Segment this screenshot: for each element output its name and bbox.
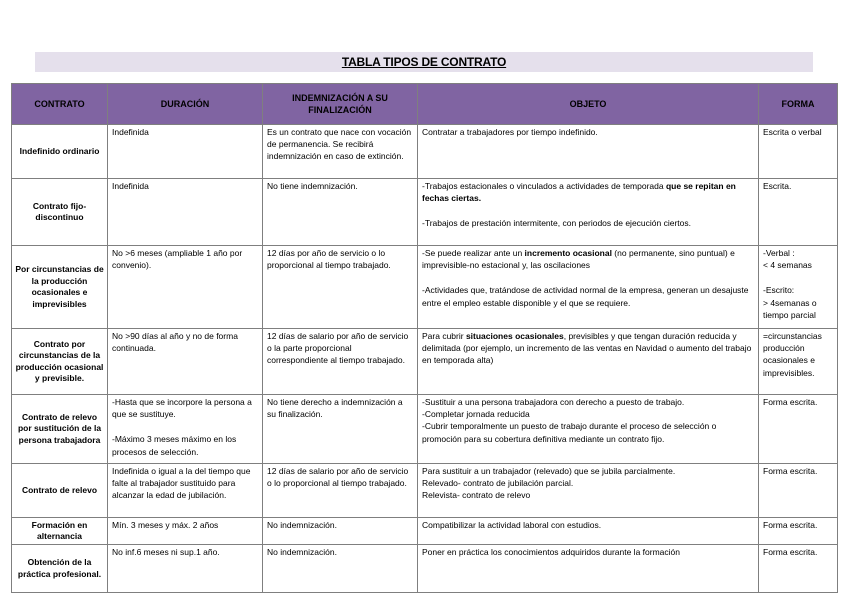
cell-duracion: No >6 meses (ampliable 1 año por convenio). — [108, 246, 263, 329]
objeto-text: -Completar jornada reducida — [422, 409, 530, 420]
forma-text: -Verbal : — [763, 248, 795, 258]
cell-forma: Escrita. — [759, 179, 838, 246]
objeto-text: Relevado- contrato de jubilación parcial. — [422, 478, 574, 489]
title-bar — [35, 52, 813, 72]
duracion-text: -Hasta que se incorpore la persona a que se sustituye. — [112, 397, 252, 420]
cell-forma: Forma escrita. — [759, 395, 838, 464]
cell-indemnizacion: 12 días de salario por año de servicio o la parte proporcional correspondiente al tiempo trabajado. — [263, 329, 418, 395]
objeto-text: -Cubrir temporalmente un puesto de trabajo durante el proceso de selección o promoción para su cobertura definitiva mediante un contrato fijo. — [422, 421, 717, 444]
cell-duracion: No >90 días al año y no de forma continuada. — [108, 329, 263, 395]
cell-indemnizacion: 12 días por año de servicio o lo proporcional al tiempo trabajado. — [263, 246, 418, 329]
objeto-text: Para cubrir — [422, 331, 466, 341]
header-contrato: CONTRATO — [12, 84, 108, 125]
objeto-text: -Trabajos estacionales o vinculados a actividades de temporada — [422, 181, 666, 191]
cell-contrato: Contrato de relevo por sustitución de la persona trabajadora — [12, 395, 108, 464]
header-objeto: OBJETO — [418, 84, 759, 125]
cell-indemnizacion: No indemnización. — [263, 545, 418, 593]
cell-contrato: Contrato fijo-discontinuo — [12, 179, 108, 246]
cell-objeto — [418, 179, 759, 246]
table-row — [12, 464, 838, 518]
cell-contrato: Contrato por circunstancias de la producción ocasional y previsible. — [12, 329, 108, 395]
cell-forma — [759, 246, 838, 329]
cell-duracion: No inf.6 meses ni sup.1 año. — [108, 545, 263, 593]
objeto-text: -Sustituir a una persona trabajadora con derecho a puesto de trabajo. — [422, 397, 685, 407]
cell-forma: Forma escrita. — [759, 545, 838, 593]
objeto-bold: incremento ocasional — [524, 248, 612, 258]
cell-indemnizacion: No indemnización. — [263, 518, 418, 545]
objeto-text: -Trabajos de prestación intermitente, con periodos de ejecución ciertos. — [422, 218, 691, 229]
cell-objeto: Contratar a trabajadores por tiempo indefinido. — [418, 125, 759, 179]
cell-contrato: Contrato de relevo — [12, 464, 108, 518]
cell-indemnizacion: Es un contrato que nace con vocación de permanencia. Se recibirá indemnización en caso de extinción. — [263, 125, 418, 179]
cell-duracion: Indefinida — [108, 125, 263, 179]
table-row — [12, 545, 838, 593]
cell-duracion: Indefinida — [108, 179, 263, 246]
cell-objeto — [418, 464, 759, 518]
contract-types-table — [11, 83, 838, 593]
table-row — [12, 329, 838, 395]
forma-text: -Escrito: — [763, 285, 795, 296]
cell-duracion: Mín. 3 meses y máx. 2 años — [108, 518, 263, 545]
objeto-text: Relevista- contrato de relevo — [422, 490, 531, 501]
table-row — [12, 125, 838, 179]
cell-contrato: Indefinido ordinario — [12, 125, 108, 179]
table-row — [12, 179, 838, 246]
cell-duracion: Indefinida o igual a la del tiempo que falte al trabajador sustituido para alcanzar la edad de jubilación. — [108, 464, 263, 518]
cell-forma: =circunstancias producción ocasionales e imprevisibles. — [759, 329, 838, 395]
objeto-text: , previsibles y que tengan duración reducida y delimitada (por ejemplo, un incremento de las ventas en Navidad o aumento del trabajo en temporada alta) — [422, 331, 752, 366]
cell-objeto: Compatibilizar la actividad laboral con estudios. — [418, 518, 759, 545]
cell-forma: Forma escrita. — [759, 464, 838, 518]
objeto-bold: situaciones ocasionales — [465, 331, 564, 341]
cell-objeto — [418, 246, 759, 329]
table-row — [12, 395, 838, 464]
objeto-text: (no permanente, sino puntual) e imprevisible-no estacional y, las oscilaciones — [422, 248, 735, 271]
header-duracion: DURACIÓN — [108, 84, 263, 125]
cell-objeto — [418, 329, 759, 395]
table-row — [12, 518, 838, 545]
table-row — [12, 246, 838, 329]
header-forma: FORMA — [759, 84, 838, 125]
page-title: TABLA TIPOS DE CONTRATO — [341, 55, 507, 69]
objeto-text: -Actividades que, tratándose de actividad normal de la empresa, generan un desajuste entre el empleo estable disponible y el que se requiere. — [422, 285, 749, 308]
cell-forma: Escrita o verbal — [759, 125, 838, 179]
cell-indemnizacion: No tiene derecho a indemnización a su finalización. — [263, 395, 418, 464]
cell-duracion — [108, 395, 263, 464]
cell-forma: Forma escrita. — [759, 518, 838, 545]
objeto-text: Para sustituir a un trabajador (relevado) que se jubila parcialmente. — [422, 466, 676, 476]
forma-text: > 4semanas o tiempo parcial — [763, 297, 817, 320]
header-indemnizacion: INDEMNIZACIÓN A SU FINALIZACIÓN — [263, 84, 418, 125]
cell-contrato: Por circunstancias de la producción ocasionales e imprevisibles — [12, 246, 108, 329]
cell-objeto — [418, 395, 759, 464]
objeto-text: -Se puede realizar ante un — [422, 248, 525, 258]
cell-indemnizacion: 12 días de salario por año de servicio o lo proporcional al tiempo trabajado. — [263, 464, 418, 518]
header-row — [12, 84, 838, 125]
cell-indemnizacion: No tiene indemnización. — [263, 179, 418, 246]
objeto-bold: que se repitan en fechas ciertas. — [422, 181, 736, 204]
cell-contrato: Obtención de la práctica profesional. — [12, 545, 108, 593]
forma-text: < 4 semanas — [763, 260, 812, 271]
cell-objeto: Poner en práctica los conocimientos adquiridos durante la formación — [418, 545, 759, 593]
duracion-text: -Máximo 3 meses máximo en los procesos de selección. — [112, 434, 237, 457]
cell-contrato: Formación en alternancia — [12, 518, 108, 545]
